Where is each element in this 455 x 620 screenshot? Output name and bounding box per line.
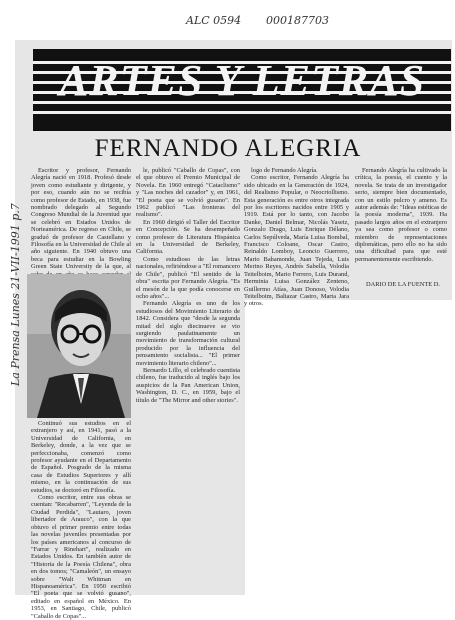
record-number-stamp: 000187703 [266,14,329,27]
paragraph: Fernando Alegría es uno de los estudiosos del Movimiento Literario de 1842. Considera que "desde la segunda mitad del siglo diecinueve se vio surgiendo paulatinamente un movimiento de transformación cultural producido por la influencia del pensamiento socialista... "El primer movimiento literario chileno"... [136,300,240,367]
paragraph: le, publicó "Caballo de Copas", con el que obtuvo el Premio Municipal de Novela. En 1960 entregó "Cataclismo" y "Las noches del cazador" y, en 1961, "El poeta que se volvió gusano". En 1962 publicó "Las fronteras del realismo". [136,167,240,219]
column-1-top [31,167,131,275]
paragraph: Continuó sus estudios en el extranjero y así, en 1941, pasó a la Universidad de California, en Berkeley, donde, a la vez que se perfeccionaba, comenzó como profesor ayudante en el Departamento de Español. Posgrado de la misma casa de Estudios Superiores y allí mismo, en la continuación de sus estudios, se doctoró en Filosofía. [31,420,131,494]
portrait-figure [27,274,131,418]
column-2 [136,167,240,592]
column-1-bottom [31,420,131,620]
paragraph: Como escritor, Fernando Alegría ha sido ubicado en la Generación de 1924, del Realismo Popular, o Neocriollismo. Esta generación es entre otros integrada por los escritores nacidos entre 1905 y 1919. Está por lo tanto, con Jacobo Danke, Daniel Belmar, Nicolás Yaseiz, Gonzalo Drago, Luis Enrique Délano, Carlos Sepúlveda, María Luisa Bombal, Francisco Coloane, Oscar Castro, Reinaldo Lomboy, Leoncio Guerrero, Mario Bahamonde, Juan Tejeda, Luis Merino Reyes, Andrés Sabella, Volodia Teitelboim, Mario Ferrero, Luis Durand, Herminia Luisa González Zenteno, Guillermo Atías, Juan Donoso, Volodia Teitelboim, Baltazar Castro, Marta Jara y otros. [244,174,349,308]
column-3 [244,167,349,308]
column-4 [355,167,447,279]
paragraph: logo de Fernando Alegría. [251,167,318,174]
paragraph: Escritor y profesor, Fernando Alegría nació en 1918. Profesó desde joven como estudiante y dirigente, y por eso, cuando aún no se recibía como profesor de Estado, en 1938, fue nombrado delegado al Segundo Congreso Mundial de la Juventud que se celebró en Estados Unidos de Norteamérica. De regreso en Chile, se graduó de profesor de Castellano y Filosofía en la Universidad de Chile al año siguiente. En 1940 obtuvo una beca para estudiar en la Bowling Green State University de la que, al [31,167,131,271]
handwritten-source-note: La Prensa Lunes 21-VII-1991 p.7 [9,203,22,386]
paragraph: Fernando Alegría ha cultivado la crítica, la poesía, el cuento y la novela. Se trata de un investigador serio, siempre bien documentado, con un estilo pulcro y ameno. Es autor además de: "Ideas estéticas de la poesía moderna", 1939. Ha pasado largos años en el extranjero ya sea como profesor o como miembro de representaciones diplomáticas, pero ello no ha sido una dificultad para que esté permanentemente escribiendo. [355,167,447,263]
section-title: ARTES Y LETRAS [58,56,426,105]
paragraph: Como escritor, entre sus obras se cuentan: "Recabarren", "Leyenda de la Ciudad Perdida", "Lautaro, joven libertador de Arauco", con la que obtuvo el primer premio entre todas las novelas juveniles presentadas por los países americanos al concurso de "Farrar y Rinehart", realizado en Estados Unidos. En también autor de "Historia de la Poesía Chilena", obra en dos tomos; "Camaleón", un ensayo sobre "Walt Whitman en Hispanoamérica". En 1950 escribió "El poeta que se volvió gusano", editado en español en México. En 1953, en Santiago, Chile, publicó "Caballo de Copas"... [31,494,131,620]
paragraph: Como estudioso de las letras nacionales, refiriéndose a "El romancero de Chile", publicó "El sentido de la obra" escrita por Fernando Alegría. "Es el mesón de la que podía conocerse en ocho años"... [136,255,240,300]
author-photo [27,274,131,418]
archive-code-stamp: ALC 0594 [186,14,242,27]
section-banner [33,49,451,131]
author-signature: DARIO DE LA FUENTE D. [365,281,440,288]
article-headline: FERNANDO ALEGRIA [94,135,362,162]
paragraph: Bernardo Lillo, el celebrado cuentista chileno, fue traducido al inglés bajo los auspicios de la Pan American Union, Washington, D. C., en 1959, bajo el título de "The Mirror and other stories". [136,366,240,404]
paragraph: En 1960 dirigió el Taller del Escritor en Concepción. Se ha desempeñado como profesor de Literatura Hispánica en la Universidad de Berkeley, California. [136,218,240,256]
